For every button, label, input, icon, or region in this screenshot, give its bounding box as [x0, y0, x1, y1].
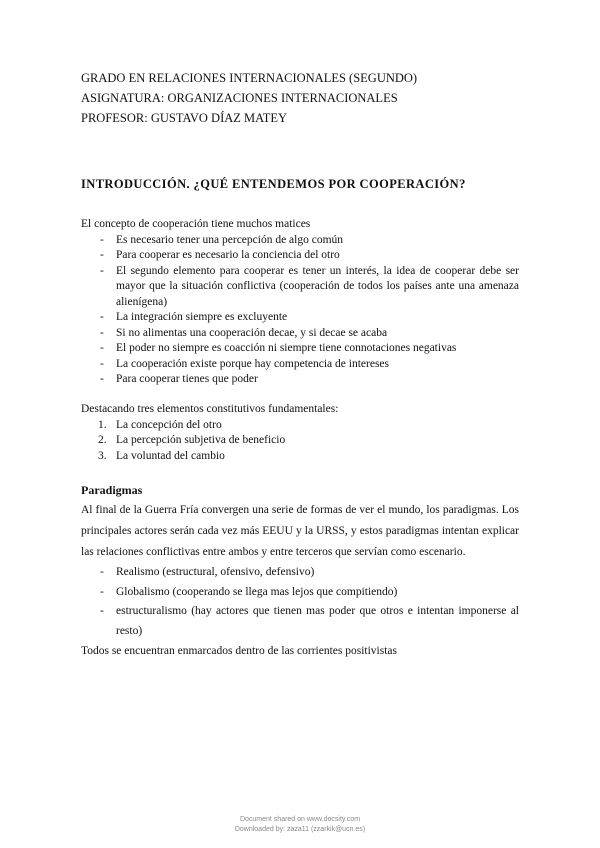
elements-section: [81, 402, 519, 464]
list-item: - La integración siempre es excluyente: [81, 310, 519, 326]
list-item: - estructuralismo (hay actores que tienen mas poder que otros e intentan imponerse al resto): [81, 602, 519, 641]
document-header: [81, 68, 417, 128]
list-text: La concepción del otro: [116, 418, 222, 431]
paradigmas-list: [81, 563, 519, 641]
list-text: La voluntad del cambio: [116, 449, 225, 462]
docsity-footer: [0, 815, 600, 835]
list-item: - La cooperación existe porque hay competencia de intereses: [81, 357, 519, 373]
list-item: - Si no alimentas una cooperación decae, y si decae se acaba: [81, 326, 519, 342]
list-item: - Realismo (estructural, ofensivo, defensivo): [81, 563, 519, 583]
elements-list: [81, 418, 519, 465]
list-item: [81, 433, 519, 449]
paradigmas-heading: Paradigmas: [81, 483, 143, 497]
list-number: 3.: [98, 449, 107, 462]
section-title: INTRODUCCIÓN. ¿QUÉ ENTENDEMOS POR COOPERACIÓN?: [81, 177, 466, 191]
list-item: - Para cooperar es necesario la conciencia del otro: [81, 248, 519, 264]
list-number: 1.: [98, 418, 107, 431]
list-item: [81, 449, 519, 465]
intro-list: [81, 233, 519, 388]
list-item: - Es necesario tener una percepción de algo común: [81, 233, 519, 249]
paradigmas-paragraph: Al final de la Guerra Fría convergen una serie de formas de ver el mundo, los paradigmas. Los principales actores serán cada vez más EEUU y la URSS, y estos paradigmas intentan explicar las relaciones conflictivas entre ambos y entre terceros que servían como escenario.: [81, 504, 519, 558]
shared-note: Document shared on www.docsity.com: [239, 816, 361, 823]
subject-line: ASIGNATURA: ORGANIZACIONES INTERNACIONALES: [81, 91, 398, 105]
list-item: - El segundo elemento para cooperar es tener un interés, la idea de cooperar debe ser mayor que la situación conflictiva (cooperación de todos los países ante una amenaza alienígena): [81, 264, 519, 311]
list-item: - El poder no siempre es coacción ni siempre tiene connotaciones negativas: [81, 341, 519, 357]
list-number: 2.: [98, 434, 107, 446]
elements-lead: Destacando tres elementos constitutivos fundamentales:: [81, 403, 339, 415]
list-item: [81, 418, 519, 434]
professor-line: PROFESOR: GUSTAVO DÍAZ MATEY: [81, 111, 288, 125]
download-note: Downloaded by: zaza11 (zzarkik@ucn.es): [234, 826, 366, 833]
intro-section: [81, 217, 519, 388]
intro-lead: El concepto de cooperación tiene muchos matices: [81, 218, 311, 230]
degree-line: GRADO EN RELACIONES INTERNACIONALES (SEGUNDO): [81, 71, 418, 85]
paradigmas-section: [81, 500, 519, 662]
list-text: La percepción subjetiva de beneficio: [116, 434, 286, 446]
paradigmas-closing: Todos se encuentran enmarcados dentro de las corrientes positivistas: [81, 645, 397, 657]
list-item: - Para cooperar tienes que poder: [81, 372, 519, 388]
list-item: - Globalismo (cooperando se llega mas lejos que compitiendo): [81, 583, 519, 603]
